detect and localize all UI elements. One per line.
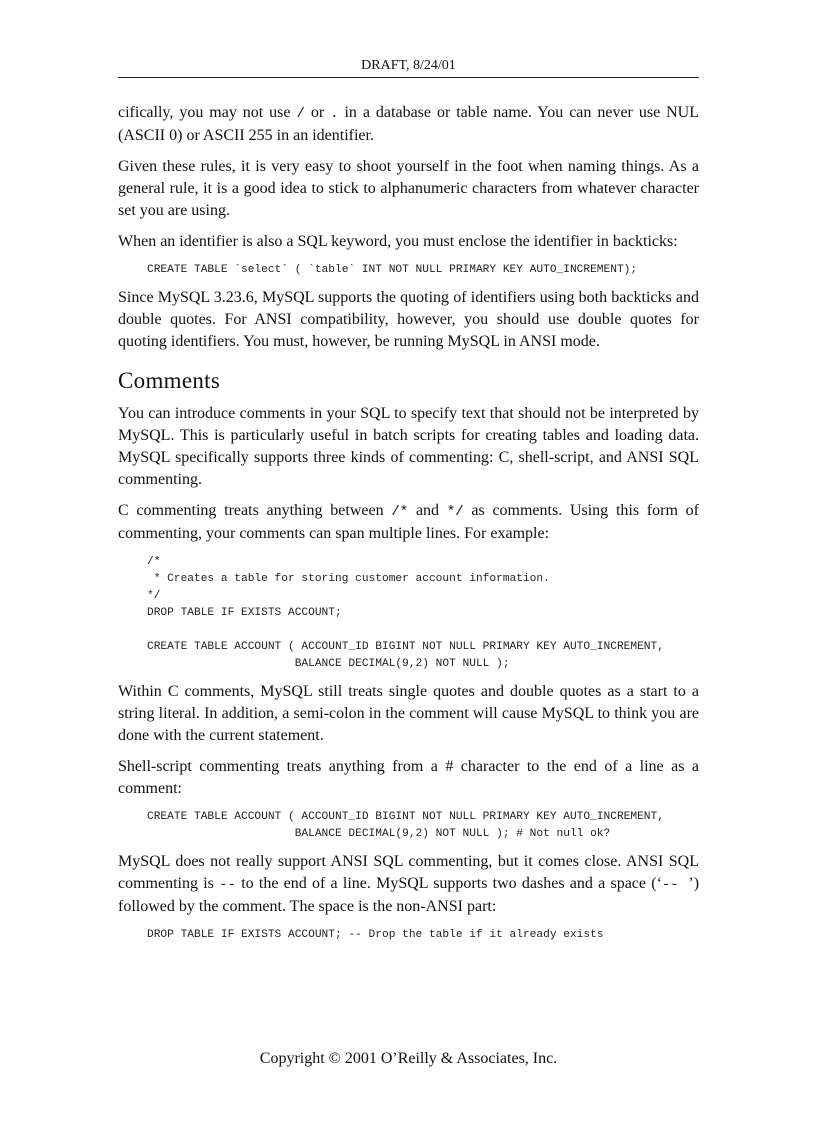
inline-code-dot: . xyxy=(330,106,339,122)
running-header: DRAFT, 8/24/01 xyxy=(118,58,699,78)
paragraph-naming-rules: Given these rules, it is very easy to shoot yourself in the foot when naming things. As a general rule, it is a good idea to stick to alphanumeric characters from whatever character set you are using. xyxy=(118,158,699,219)
paragraph-c-commenting: C commenting treats anything between /* and */ as comments. Using this form of commenting, your comments can span multiple lines. For example: xyxy=(118,502,699,542)
inline-code-double-dash: -- xyxy=(219,877,236,893)
inline-code-dash-space: -- xyxy=(661,877,689,893)
inline-code-slash: / xyxy=(296,106,305,122)
inline-code-comment-close: */ xyxy=(446,504,464,520)
code-block-shell-comment-example: CREATE TABLE ACCOUNT ( ACCOUNT_ID BIGINT NOT NULL PRIMARY KEY AUTO_INCREMENT, BALANCE DECIMAL(9,2) NOT NULL ); # Not null ok? xyxy=(147,811,664,840)
code-block-ansi-comment-example: DROP TABLE IF EXISTS ACCOUNT; -- Drop the table if it already exists xyxy=(147,929,604,941)
section-heading-comments: Comments xyxy=(118,368,221,393)
code-block-c-comment-example: /* * Creates a table for storing customer account information. */ DROP TABLE IF EXISTS ACCOUNT; CREATE TABLE ACCOUNT ( ACCOUNT_ID BIGINT NOT NULL PRIMARY KEY AUTO_INCREMENT, BALANCE DECIMAL(9,2) NOT NULL ); xyxy=(147,556,664,670)
paragraph-quoting: Since MySQL 3.23.6, MySQL supports the quoting of identifiers using both backticks and double quotes. For ANSI compatibility, however, you should use double quotes for quoting identifiers. You must, however, be running MySQL in ANSI mode. xyxy=(118,289,699,350)
copyright-footer: Copyright © 2001 O’Reilly & Associates, Inc. xyxy=(259,1050,558,1067)
paragraph-c-comment-quotes: Within C comments, MySQL still treats single quotes and double quotes as a start to a string literal. In addition, a semi-colon in the comment will cause MySQL to think you are done with the current statement. xyxy=(118,683,699,744)
paragraph-comments-intro: You can introduce comments in your SQL to specify text that should not be interpreted by MySQL. This is particularly useful in batch scripts for creating tables and loading data. MySQL specifically supports three kinds of commenting: C, shell-script, and ANSI SQL commenting. xyxy=(118,405,699,488)
paragraph-identifier-restrictions: cifically, you may not use / or . in a database or table name. You can never use NUL (ASCII 0) or ASCII 255 in an identifier. xyxy=(118,104,699,144)
inline-code-comment-open: /* xyxy=(391,504,409,520)
paragraph-ansi-commenting: MySQL does not really support ANSI SQL commenting, but it comes close. ANSI SQL commenting is -- to the end of a line. MySQL supports two dashes and a space (‘-- ’) followed by the comment. The space is the non-ANSI part: xyxy=(118,853,700,915)
paragraph-shell-commenting: Shell-script commenting treats anything from a # character to the end of a line as a comment: xyxy=(118,758,699,797)
paragraph-keyword-identifier: When an identifier is also a SQL keyword, you must enclose the identifier in backticks: xyxy=(118,233,678,250)
page-body xyxy=(118,102,699,952)
code-block-backticks: CREATE TABLE `select` ( `table` INT NOT NULL PRIMARY KEY AUTO_INCREMENT); xyxy=(147,264,638,276)
